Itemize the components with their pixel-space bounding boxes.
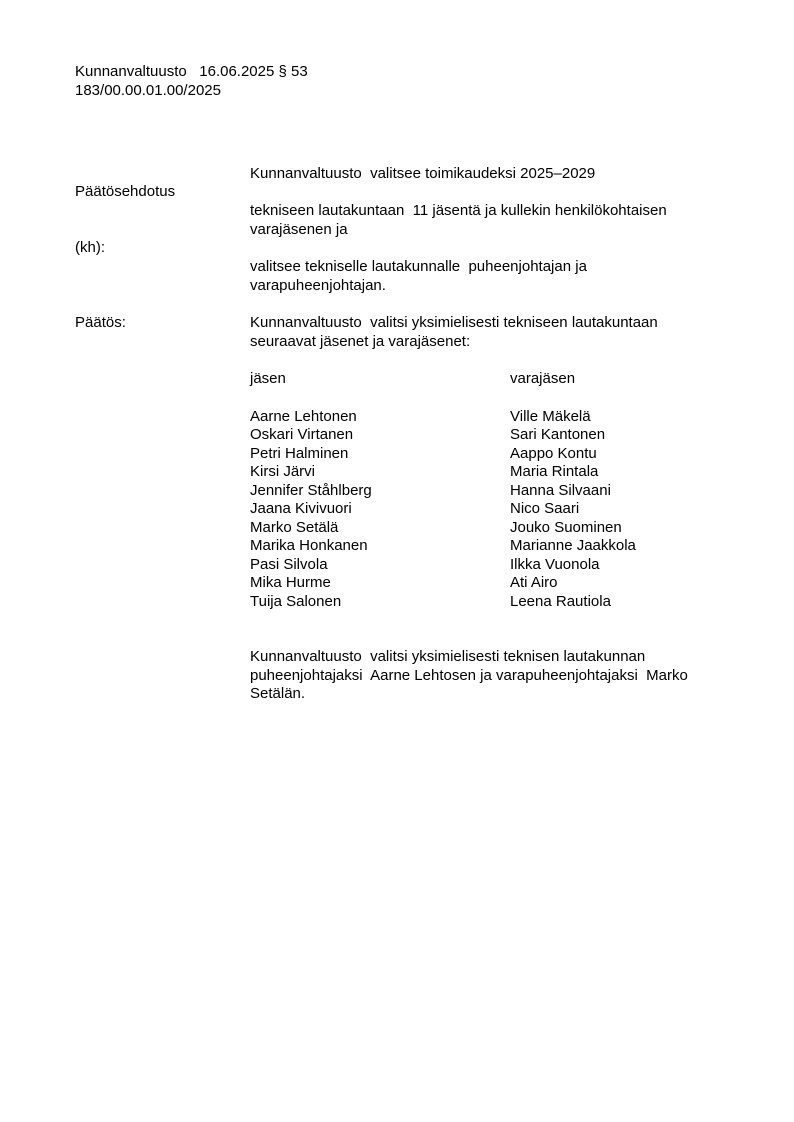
proposal-section [75, 146, 719, 295]
table-row [250, 537, 719, 556]
proposal-label-line1: Päätösehdotus [75, 183, 176, 200]
member-table-headers [250, 370, 719, 389]
member-name: Aarne Lehtonen [250, 407, 357, 425]
deputy-name: Maria Rintala [510, 463, 599, 480]
member-column-header: jäsen [250, 370, 286, 387]
proposal-paragraph-1: Kunnanvaltuusto valitsee toimikaudeksi 2025–2029 [250, 164, 596, 182]
table-row [250, 556, 719, 575]
decision-body [250, 314, 715, 351]
member-name: Jennifer Ståhlberg [250, 481, 372, 499]
deputy-name: Sari Kantonen [510, 426, 606, 443]
decision-intro: Kunnanvaltuusto valitsi yksimielisesti tekniseen lautakuntaan seuraavat jäsenet ja varajäsenet: [250, 314, 662, 350]
member-name: Petri Halminen [250, 444, 349, 462]
member-table-rows [250, 408, 719, 612]
table-row [250, 463, 719, 482]
member-name: Pasi Silvola [250, 555, 328, 573]
proposal-label [75, 146, 250, 294]
member-name: Oskari Virtanen [250, 426, 354, 443]
table-row [250, 426, 719, 445]
member-name: Mika Hurme [250, 574, 331, 591]
deputy-name: Hanna Silvaani [510, 481, 611, 499]
member-table [250, 370, 719, 611]
member-name: Kirsi Järvi [250, 463, 316, 480]
table-row [250, 519, 719, 538]
deputy-name: Marianne Jaakkola [510, 537, 636, 554]
deputy-name: Aappo Kontu [510, 444, 597, 462]
header-title-line: Kunnanvaltuusto 16.06.2025 § 53 [75, 63, 308, 80]
table-row [250, 500, 719, 519]
proposal-label-line2: (kh): [75, 238, 105, 256]
decision-closing: Kunnanvaltuusto valitsi yksimielisesti teknisen lautakunnan puheenjohtajaksi Aarne Lehtosen ja varapuheenjohtajaksi Marko Setälän. [250, 648, 692, 702]
table-row [250, 574, 719, 593]
deputy-name: Ilkka Vuonola [510, 555, 600, 573]
deputy-name: Ville Mäkelä [510, 407, 591, 425]
deputy-column-header: varajäsen [510, 370, 576, 387]
table-row [250, 408, 719, 427]
proposal-paragraph-3: valitsee tekniselle lautakunnalle puheenjohtajan ja varapuheenjohtajan. [250, 258, 592, 294]
header-record-number: 183/00.00.01.00/2025 [75, 81, 221, 99]
table-row [250, 593, 719, 612]
decision-section [75, 314, 719, 351]
closing-section [75, 611, 719, 704]
decision-label: Päätös: [75, 314, 126, 331]
closing-body [250, 648, 715, 704]
member-name: Marko Setälä [250, 518, 339, 536]
deputy-name: Leena Rautiola [510, 592, 611, 610]
document-header [75, 63, 719, 100]
deputy-name: Jouko Suominen [510, 518, 622, 536]
table-row [250, 482, 719, 501]
proposal-body [250, 146, 715, 295]
deputy-name: Ati Airo [510, 574, 558, 591]
member-name: Tuija Salonen [250, 592, 342, 610]
member-name: Jaana Kivivuori [250, 500, 352, 517]
member-name: Marika Honkanen [250, 537, 368, 554]
table-row [250, 445, 719, 464]
proposal-paragraph-2: tekniseen lautakuntaan 11 jäsentä ja kullekin henkilökohtaisen varajäsenen ja [250, 202, 671, 238]
deputy-name: Nico Saari [510, 500, 580, 517]
